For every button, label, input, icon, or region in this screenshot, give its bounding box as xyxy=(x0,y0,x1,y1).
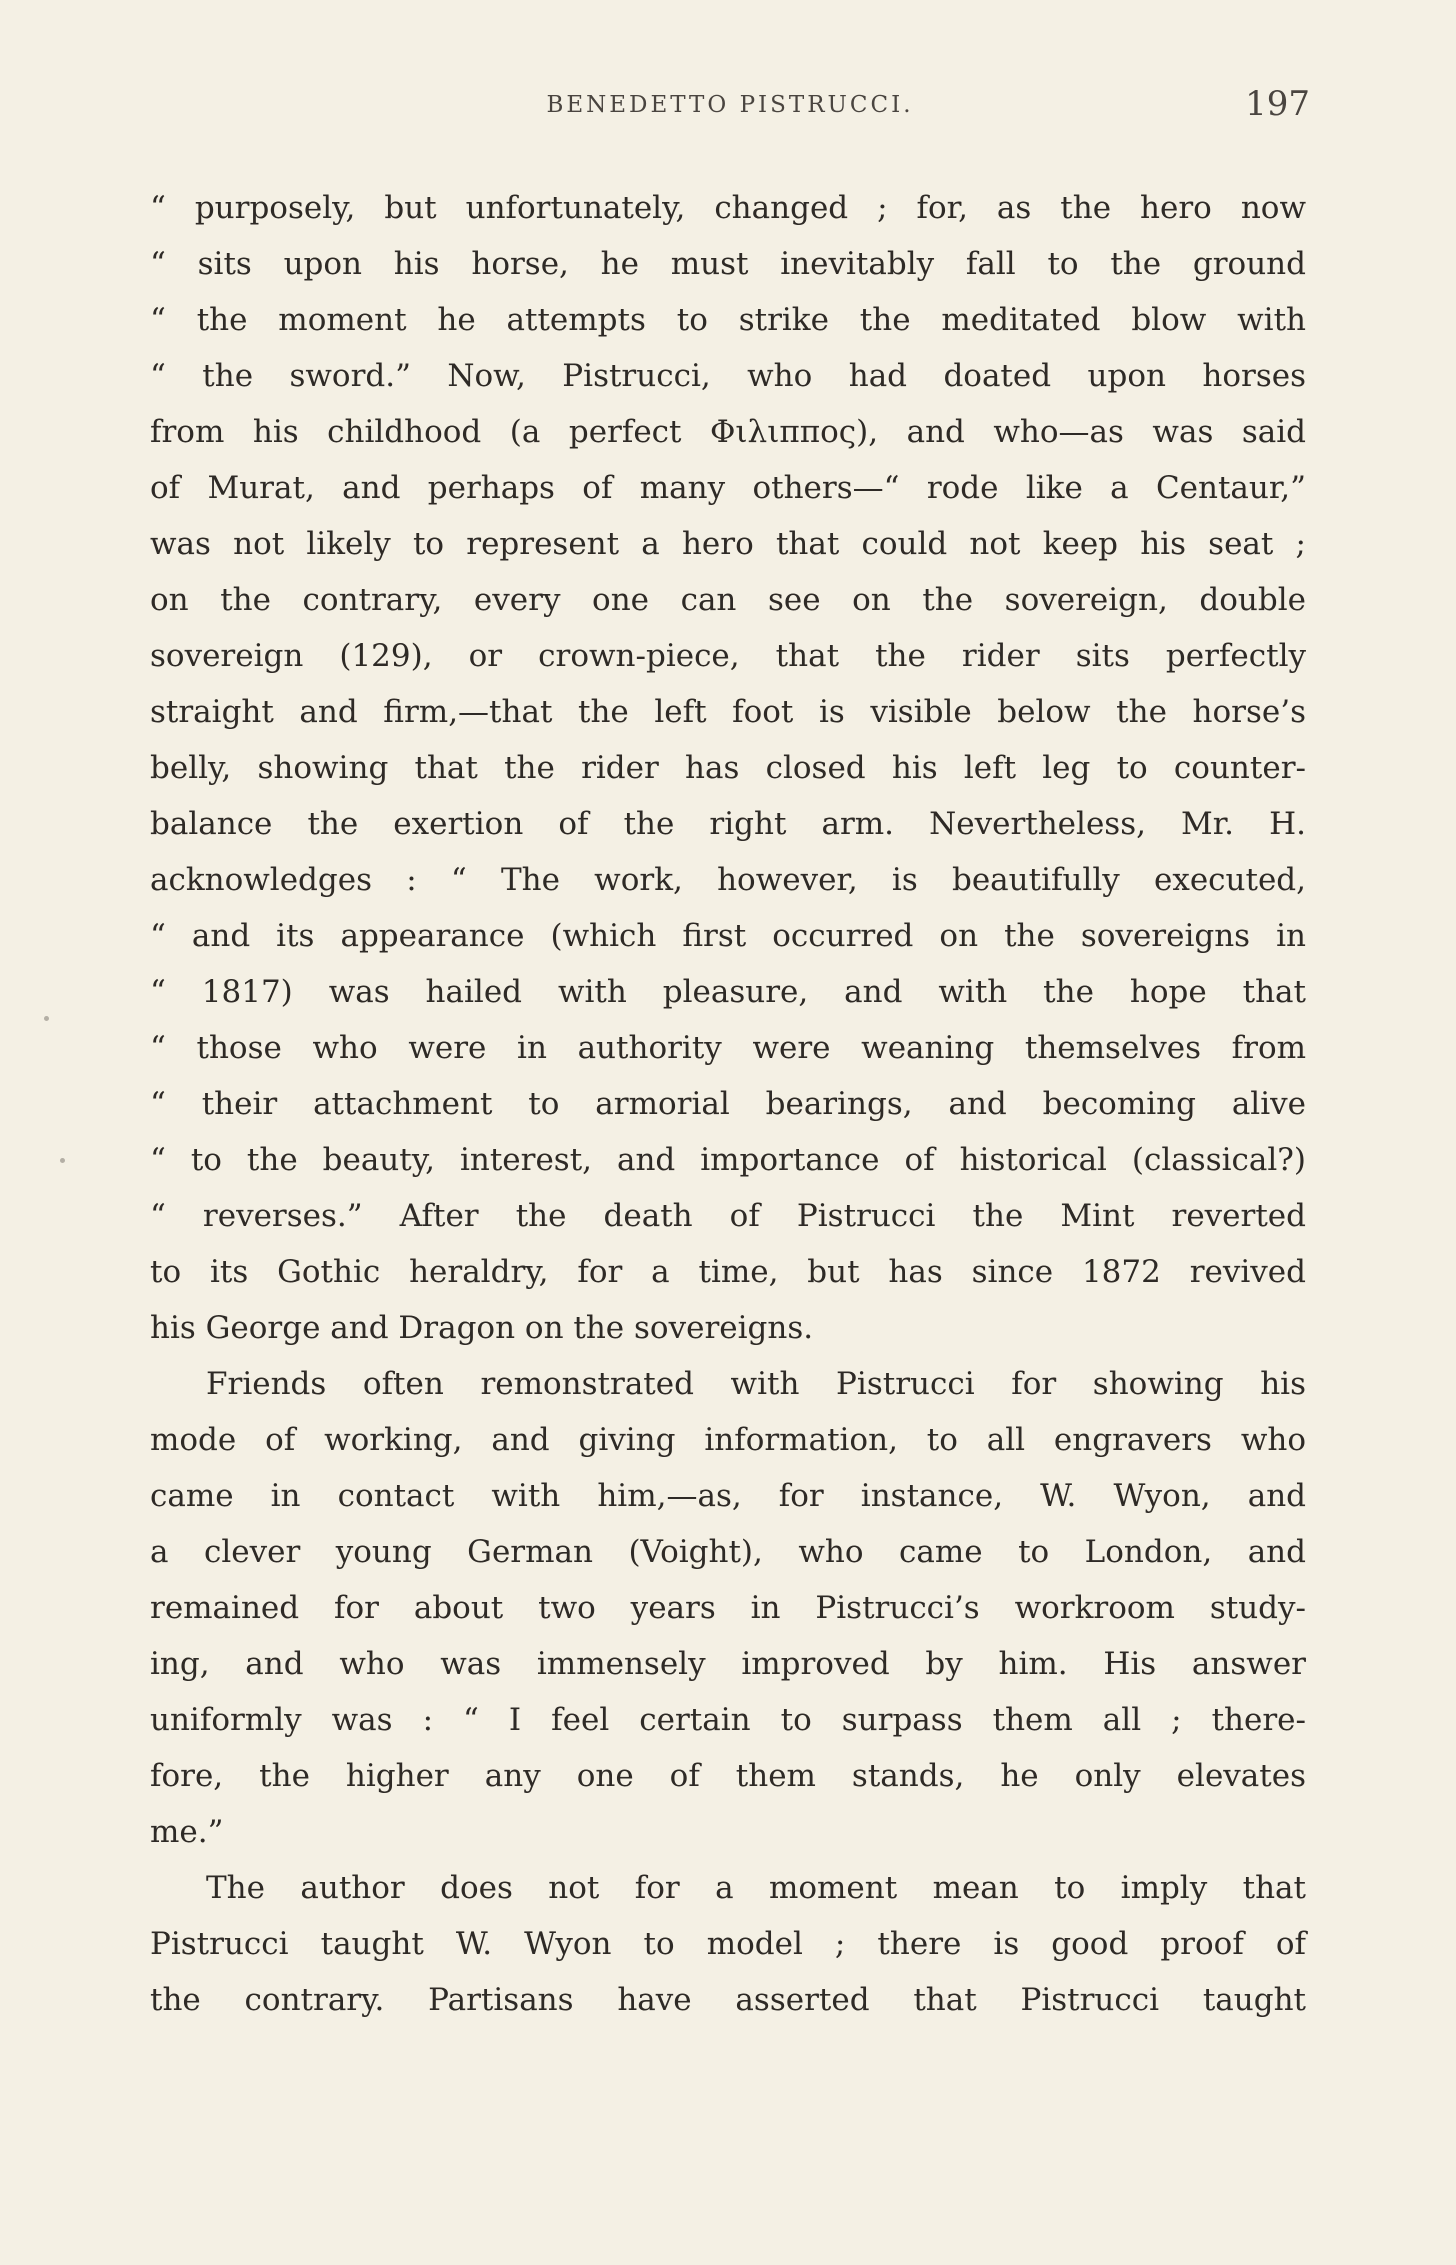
text-line: sovereign (129), or crown-piece, that the rider sits perfectly xyxy=(150,638,1306,674)
text-line: straight and firm,—that the left foot is visible below the horse’s xyxy=(150,694,1306,730)
text-line: belly, showing that the rider has closed his left leg to counter- xyxy=(150,750,1306,786)
text-line: his George and Dragon on the sovereigns. xyxy=(150,1310,814,1346)
running-head xyxy=(150,84,1310,128)
page-number: 197 xyxy=(1245,84,1310,124)
text-line: “ their attachment to armorial bearings, and becoming alive xyxy=(150,1086,1306,1122)
text-line: from his childhood (a perfect Φιλιππος), and who—as was said xyxy=(150,414,1306,450)
text-line: “ and its appearance (which first occurred on the sovereigns in xyxy=(150,918,1306,954)
text-line: came in contact with him,—as, for instance, W. Wyon, and xyxy=(150,1478,1306,1514)
text-line: “ those who were in authority were weaning themselves from xyxy=(150,1030,1306,1066)
paragraph xyxy=(150,1860,1306,2028)
paragraph xyxy=(150,180,1306,1356)
text-line: uniformly was : “ I feel certain to surpass them all ; there- xyxy=(150,1702,1306,1738)
text-line: me.” xyxy=(150,1814,224,1850)
body-text xyxy=(150,180,1306,2028)
text-line: the contrary. Partisans have asserted that Pistrucci taught xyxy=(150,1982,1306,2018)
paper-speck xyxy=(44,1016,49,1021)
text-line: acknowledges : “ The work, however, is beautifully executed, xyxy=(150,862,1306,898)
text-line: remained for about two years in Pistrucci’s workroom study- xyxy=(150,1590,1306,1626)
paragraph xyxy=(150,1356,1306,1860)
text-line: was not likely to represent a hero that could not keep his seat ; xyxy=(150,526,1306,562)
text-line: to its Gothic heraldry, for a time, but has since 1872 revived xyxy=(150,1254,1306,1290)
text-line: on the contrary, every one can see on the sovereign, double xyxy=(150,582,1306,618)
text-line: “ the moment he attempts to strike the meditated blow with xyxy=(150,302,1306,338)
text-line: “ 1817) was hailed with pleasure, and with the hope that xyxy=(150,974,1306,1010)
text-line: “ to the beauty, interest, and importance of historical (classical?) xyxy=(150,1142,1306,1178)
text-line: ing, and who was immensely improved by him. His answer xyxy=(150,1646,1306,1682)
text-line: “ reverses.” After the death of Pistrucci the Mint reverted xyxy=(150,1198,1306,1234)
text-line: a clever young German (Voight), who came to London, and xyxy=(150,1534,1306,1570)
text-line: mode of working, and giving information, to all engravers who xyxy=(150,1422,1306,1458)
text-line: fore, the higher any one of them stands, he only elevates xyxy=(150,1758,1306,1794)
paper-speck xyxy=(60,1158,65,1163)
text-line: Friends often remonstrated with Pistrucci for showing his xyxy=(206,1366,1306,1402)
text-line: “ sits upon his horse, he must inevitably fall to the ground xyxy=(150,246,1306,282)
running-title: BENEDETTO PISTRUCCI. xyxy=(546,92,914,118)
text-line: The author does not for a moment mean to imply that xyxy=(206,1870,1306,1906)
text-line: “ the sword.” Now, Pistrucci, who had doated upon horses xyxy=(150,358,1306,394)
text-line: balance the exertion of the right arm. Nevertheless, Mr. H. xyxy=(150,806,1306,842)
text-line: Pistrucci taught W. Wyon to model ; there is good proof of xyxy=(150,1926,1306,1962)
text-line: of Murat, and perhaps of many others—“ rode like a Centaur,” xyxy=(150,470,1306,506)
text-line: “ purposely, but unfortunately, changed ; for, as the hero now xyxy=(150,190,1306,226)
